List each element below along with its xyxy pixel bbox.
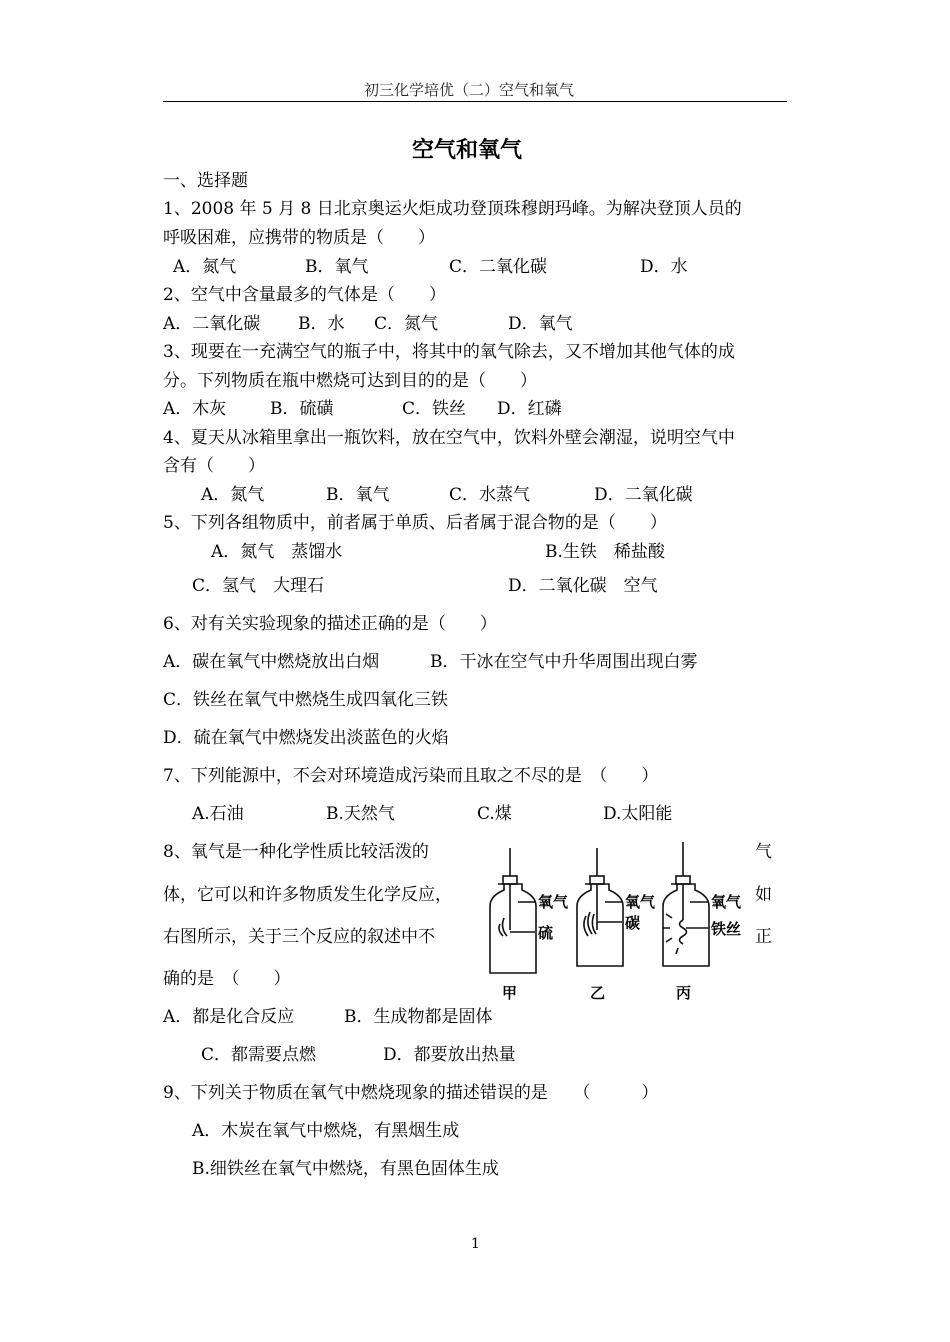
- question-7: 7、下列能源中，不会对环境造成污染而且取之不尽的是 （ ）: [163, 766, 659, 786]
- q7-option-c: C.煤: [477, 804, 512, 824]
- section-heading: 一、选择题: [163, 171, 248, 191]
- q1-option-a: A．氮气: [173, 257, 237, 277]
- q5-option-b: B.生铁 稀盐酸: [545, 542, 665, 562]
- q8-option-b: B．生成物都是固体: [344, 1007, 493, 1027]
- page-title: 空气和氧气: [412, 138, 523, 163]
- q1-option-c: C．二氧化碳: [449, 257, 548, 277]
- q2-option-b: B．水: [298, 314, 345, 334]
- jia-oxygen-label: 氧气: [538, 893, 569, 911]
- question-8-line3-end: 正: [755, 927, 772, 947]
- q3-option-c: C．铁丝: [402, 399, 467, 419]
- q4-option-c: C．水蒸气: [449, 485, 531, 505]
- jia-caption: 甲: [502, 984, 518, 1002]
- q1-option-d: D．水: [640, 257, 688, 277]
- q5-option-d: D．二氧化碳 空气: [508, 576, 658, 596]
- question-1-line2: 呼吸困难，应携带的物质是（ ）: [163, 228, 435, 248]
- combustion-figure: [480, 838, 750, 1008]
- q5-option-a: A．氮气 蒸馏水: [211, 542, 343, 562]
- question-8-line3: 右图所示，关于三个反应的叙述中不: [163, 927, 435, 947]
- header-rule: [163, 101, 787, 102]
- question-3-line1: 3、现要在一充满空气的瓶子中，将其中的氧气除去，又不增加其他气体的成: [163, 342, 735, 362]
- question-8-line1-end: 气: [755, 842, 772, 862]
- q3-option-a: A．木灰: [163, 399, 227, 419]
- q6-option-c: C．铁丝在氧气中燃烧生成四氧化三铁: [163, 690, 449, 710]
- question-5: 5、下列各组物质中，前者属于单质、后者属于混合物的是（ ）: [163, 513, 667, 533]
- q3-option-d: D．红磷: [497, 399, 562, 419]
- q4-option-a: A．氮气: [201, 485, 265, 505]
- q1-option-b: B．氧气: [305, 257, 369, 277]
- question-4-line2: 含有（ ）: [163, 456, 265, 476]
- bing-oxygen-label: 氧气: [711, 893, 742, 911]
- q6-option-a: A．碳在氧气中燃烧放出白烟: [163, 652, 380, 672]
- bottle-jia: [490, 848, 536, 973]
- question-6: 6、对有关实验现象的描述正确的是（ ）: [163, 614, 497, 634]
- question-2: 2、空气中含量最多的气体是（ ）: [163, 285, 446, 305]
- page-number: 1: [471, 1236, 480, 1252]
- q8-option-d: D．都要放出热量: [383, 1045, 516, 1065]
- q6-option-b: B．干冰在空气中升华周围出现白雾: [430, 652, 698, 672]
- question-9: 9、下列关于物质在氧气中燃烧现象的描述错误的是 （ ）: [163, 1083, 659, 1103]
- q8-option-c: C．都需要点燃: [201, 1045, 317, 1065]
- q2-option-d: D．氧气: [508, 314, 573, 334]
- q9-option-a: A．木炭在氧气中燃烧，有黑烟生成: [192, 1121, 460, 1141]
- question-1-line1: 1、2008 年 5 月 8 日北京奥运火炬成功登顶珠穆朗玛峰。为解决登顶人员的: [163, 199, 742, 219]
- yi-oxygen-label: 氧气: [625, 893, 656, 911]
- q4-option-d: D．二氧化碳: [594, 485, 693, 505]
- bing-caption: 丙: [676, 984, 692, 1002]
- q6-option-d: D．硫在氧气中燃烧发出淡蓝色的火焰: [163, 728, 449, 748]
- q9-option-b: B.细铁丝在氧气中燃烧，有黑色固体生成: [192, 1159, 499, 1179]
- q7-option-d: D.太阳能: [603, 804, 673, 824]
- q7-option-a: A.石油: [192, 804, 244, 824]
- question-8-line2: 体，它可以和许多物质发生化学反应，: [163, 885, 452, 905]
- bottle-bing: [663, 842, 709, 966]
- q3-option-b: B．硫磺: [270, 399, 334, 419]
- q2-option-a: A．二氧化碳: [163, 314, 261, 334]
- yi-carbon-label: 碳: [625, 914, 641, 932]
- q7-option-b: B.天然气: [326, 804, 395, 824]
- q4-option-b: B．氧气: [326, 485, 390, 505]
- q2-option-c: C．氮气: [374, 314, 439, 334]
- yi-caption: 乙: [590, 984, 606, 1002]
- running-header: 初三化学培优（二）空气和氧气: [364, 81, 575, 99]
- q5-option-c: C．氢气 大理石: [192, 576, 325, 596]
- question-3-line2: 分。下列物质在瓶中燃烧可达到目的的是（ ）: [163, 371, 537, 391]
- question-8-line1: 8、氧气是一种化学性质比较活泼的: [163, 842, 429, 862]
- bottle-yi: [577, 848, 623, 966]
- question-4-line1: 4、夏天从冰箱里拿出一瓶饮料，放在空气中，饮料外壁会潮湿，说明空气中: [163, 428, 735, 448]
- question-8-line2-end: 如: [755, 885, 772, 905]
- question-8-line4: 确的是 （ ）: [163, 969, 291, 989]
- bing-iron-label: 铁丝: [711, 920, 742, 938]
- q8-option-a: A．都是化合反应: [163, 1007, 295, 1027]
- jia-sulfur-label: 硫: [538, 924, 554, 942]
